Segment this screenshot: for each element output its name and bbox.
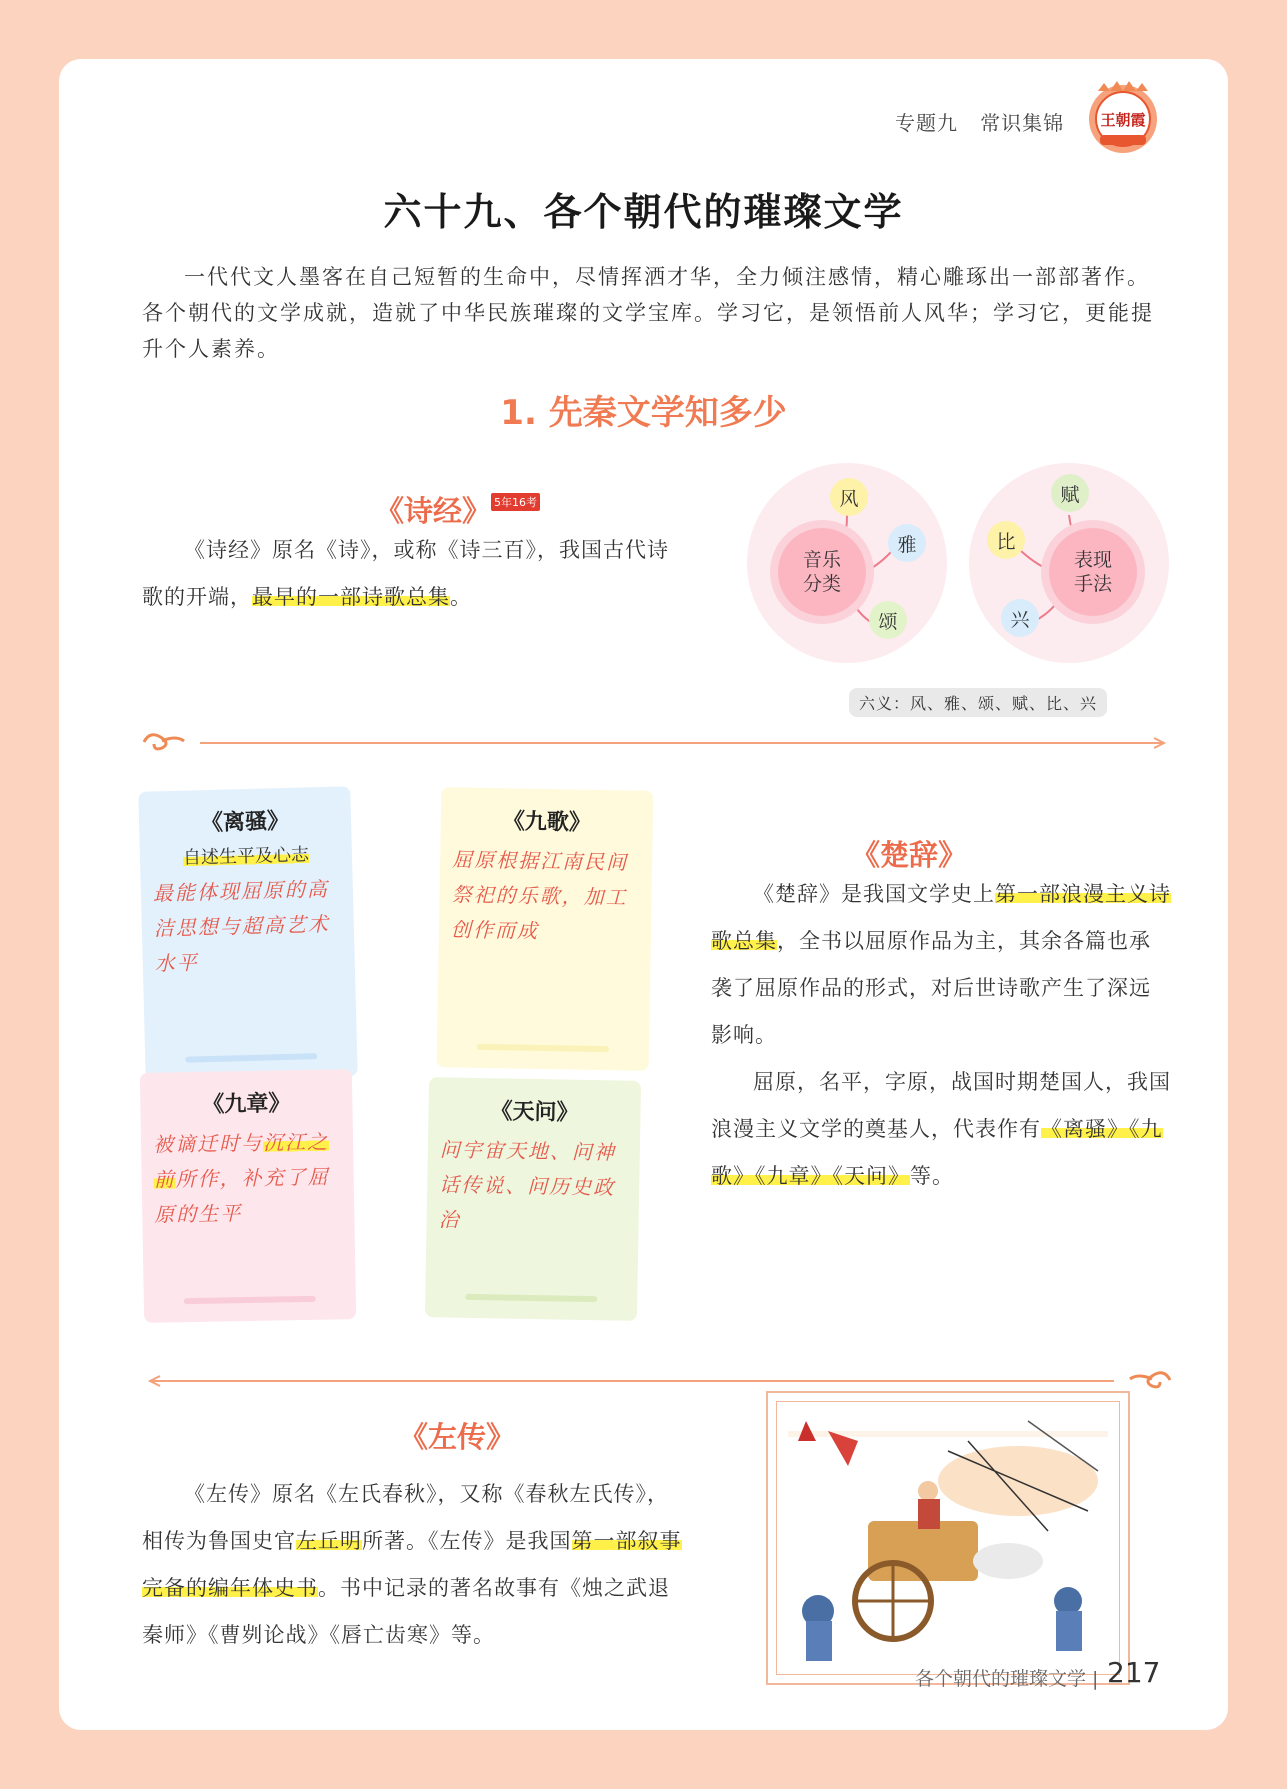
node-feng: 风 bbox=[830, 478, 868, 516]
note-tianwen bbox=[425, 1077, 641, 1321]
section-label: 常识集锦 bbox=[980, 111, 1065, 135]
chuci-heading bbox=[699, 833, 1119, 874]
center-line: 手法 bbox=[1073, 573, 1112, 595]
shijing-text bbox=[142, 527, 684, 621]
decorative-line bbox=[184, 1296, 316, 1304]
shijing-title: 《诗经》 bbox=[375, 494, 492, 528]
chuci-p2-a: 屈原，名平，字原，战国时期楚国人，我国浪漫主义文学的奠基人，代表作有 bbox=[711, 1070, 1171, 1141]
zuozhuan-title: 《左传》 bbox=[399, 1420, 516, 1454]
note-title: 《天问》 bbox=[490, 1099, 579, 1126]
expression-method-center bbox=[1049, 528, 1137, 616]
note-title: 《九章》 bbox=[202, 1091, 291, 1118]
note-text: 问宇宙天地、问神话传说、问历史政治 bbox=[438, 1137, 617, 1232]
chuci-text bbox=[711, 871, 1171, 1200]
node-bi: 比 bbox=[987, 521, 1025, 559]
center-line: 分类 bbox=[802, 573, 841, 595]
node-song: 颂 bbox=[869, 601, 907, 639]
shijing-highlight: 最早的一部诗歌总集 bbox=[252, 585, 450, 609]
zuozhuan-highlight-1: 左丘明 bbox=[296, 1529, 362, 1553]
shijing-text-a: 《诗经》原名《诗》，或称《诗三百》，我国古代诗歌的开端， bbox=[142, 538, 669, 609]
note-subtitle: 自述生平及心志 bbox=[182, 844, 310, 869]
note-highlight: 沉江之前 bbox=[153, 1129, 330, 1192]
expression-method-diagram bbox=[969, 463, 1169, 663]
note-text: 最能体现屈原的高洁思想与超高艺术水平 bbox=[152, 876, 331, 976]
zuozhuan-text-3: 。书中记录的著名故事有《烛之武退秦师》《曹刿论战》《唇亡齿寒》等。 bbox=[142, 1576, 670, 1647]
chapter-label: 专题九 bbox=[895, 111, 958, 135]
page-number: 217 bbox=[1107, 1656, 1161, 1689]
footer-text: 各个朝代的璀璨文学 bbox=[915, 1668, 1087, 1690]
chuci-p1-a: 《楚辞》是我国文学史上 bbox=[753, 882, 995, 906]
chuci-paragraph-2 bbox=[711, 1059, 1171, 1200]
zuozhuan-heading bbox=[399, 1415, 515, 1456]
zuozhuan-text-1: 《左传》原名《左氏春秋》，又称《春秋左氏传》，相传为鲁国史官 bbox=[142, 1482, 669, 1553]
node-fu: 赋 bbox=[1051, 474, 1089, 512]
chuci-p2-highlight: 《离骚》《九歌》《九章》《天问》 bbox=[711, 1117, 1163, 1188]
note-lisao bbox=[138, 786, 358, 1081]
node-xing: 兴 bbox=[1001, 599, 1039, 637]
zuozhuan-text-2: 所著。《左传》是我国 bbox=[362, 1529, 572, 1553]
shijing-heading bbox=[375, 489, 540, 530]
chariot-battle-illustration bbox=[766, 1391, 1130, 1685]
node-ya: 雅 bbox=[888, 524, 926, 562]
center-line: 表现 bbox=[1073, 549, 1112, 571]
chuci-paragraph-1 bbox=[711, 871, 1171, 1059]
music-category-center bbox=[778, 528, 866, 616]
music-category-diagram bbox=[747, 463, 947, 663]
chuci-title: 《楚辞》 bbox=[850, 838, 967, 872]
note-text: 屈原根据江南民间祭祀的乐歌，加工创作而成 bbox=[450, 847, 629, 943]
page bbox=[59, 59, 1228, 1730]
scroll-ornament-icon bbox=[142, 727, 1172, 757]
intro-paragraph: 一代代文人墨客在自己短暂的生命中，尽情挥洒才华，全力倾注感情，精心雕琢出一部部著作。各个朝代的文学成就，造就了中华民族璀璨的文学宝库。学习它，是领悟前人风华；学习它，更能提升个人素养。 bbox=[142, 265, 1154, 361]
six-meanings-label: 六义：风、雅、颂、赋、比、兴 bbox=[849, 688, 1107, 717]
note-title: 《九歌》 bbox=[502, 809, 592, 836]
chuci-p2-b: 等。 bbox=[910, 1164, 954, 1188]
note-title: 《离骚》 bbox=[200, 808, 290, 837]
footer-title: 各个朝代的璀璨文学 | bbox=[915, 1668, 1099, 1690]
brand-badge-logo bbox=[1084, 77, 1162, 155]
decorative-line bbox=[465, 1294, 597, 1302]
page-title: 六十九、各个朝代的璀璨文学 bbox=[383, 190, 904, 234]
zuozhuan-highlight-2: 第一部叙事完备的编年体史书 bbox=[142, 1529, 682, 1600]
zuozhuan-text bbox=[142, 1471, 684, 1659]
decorative-line bbox=[477, 1044, 609, 1052]
note-jiuge bbox=[437, 787, 654, 1071]
chuci-p1-highlight: 第一部浪漫主义诗歌总集 bbox=[711, 882, 1171, 953]
center-line: 音乐 bbox=[802, 549, 841, 571]
chapter-header bbox=[895, 107, 1064, 136]
note-jiuzhang bbox=[140, 1069, 356, 1323]
section-title: 1. 先秦文学知多少 bbox=[500, 393, 787, 433]
note-text bbox=[153, 1124, 343, 1232]
note-text-b: 所作，补充了屈原的生平 bbox=[154, 1164, 330, 1227]
shijing-text-b: 。 bbox=[450, 585, 472, 609]
exam-tag: 5年16考 bbox=[491, 493, 540, 511]
chuci-p1-b: ，全书以屈原作品为主，其余各篇也承袭了屈原作品的形式，对后世诗歌产生了深远影响。 bbox=[711, 929, 1151, 1047]
note-text-a: 被谪迁时与 bbox=[152, 1130, 264, 1157]
decorative-line bbox=[185, 1053, 317, 1062]
svg-text:王朝霞: 王朝霞 bbox=[1100, 111, 1146, 129]
